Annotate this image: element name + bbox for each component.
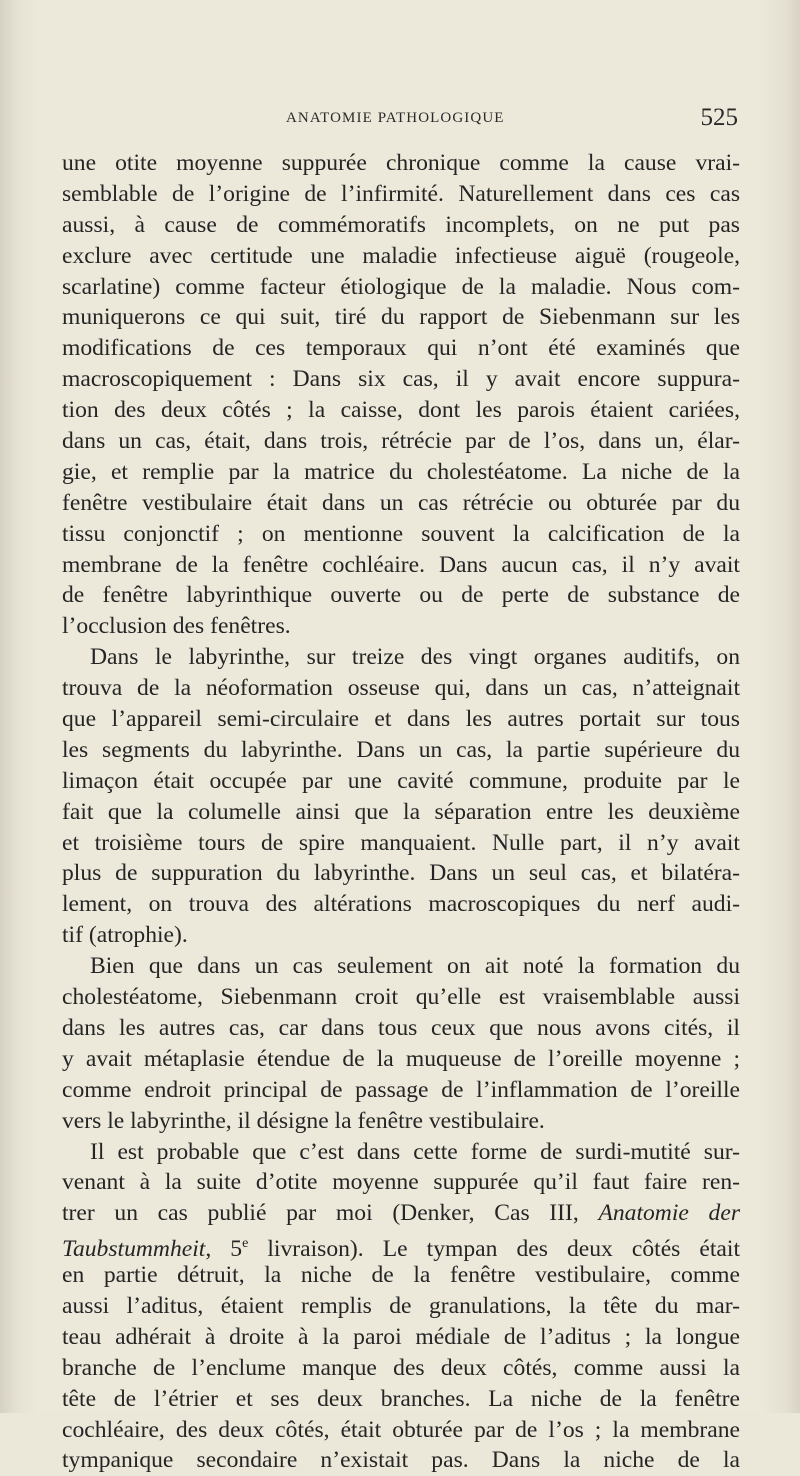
- text-line: exclure avec certitude une maladie infectieuse aiguë (rougeole,: [62, 242, 740, 269]
- text-line: vers le labyrinthe, il désigne la fenêtre vestibulaire.: [62, 1107, 545, 1134]
- text-line: aussi l’aditus, étaient remplis de granulations, la tête du mar-: [62, 1292, 740, 1319]
- running-head: ANATOMIE PATHOLOGIQUE: [286, 110, 505, 126]
- book-title-italic: Taubstummheit: [62, 1236, 206, 1263]
- text-line: dans un cas, était, dans trois, rétrécie par de l’os, dans un, élar-: [62, 428, 740, 455]
- text-line: y avait métaplasie étendue de la muqueuse de l’oreille moyenne ;: [62, 1045, 740, 1072]
- text-line: aussi, à cause de commémoratifs incomplets, on ne put pas: [62, 211, 740, 238]
- text-fragment: livraison). Le tympan des deux côtés était: [248, 1236, 741, 1263]
- text-line: une otite moyenne suppurée chronique comme la cause vrai-: [62, 150, 740, 176]
- text-line: [62, 1198, 740, 1229]
- page-number: 525: [700, 104, 738, 131]
- superscript: e: [242, 1236, 249, 1252]
- text-line: membrane de la fenêtre cochléaire. Dans aucun cas, il n’y avait: [62, 551, 740, 578]
- text-line: Bien que dans un cas seulement on ait noté la formation du: [90, 953, 740, 980]
- text-line: [62, 1229, 741, 1263]
- text-line: tif (atrophie).: [62, 922, 188, 949]
- page-header: [62, 104, 738, 134]
- text-line: venant à la suite d’otite moyenne suppurée qu’il faut faire ren-: [62, 1169, 740, 1196]
- body-text: [62, 148, 740, 1476]
- text-line: plus de suppuration du labyrinthe. Dans un seul cas, et bilatéra-: [62, 860, 740, 887]
- text-line: tion des deux côtés ; la caisse, dont les parois étaient cariées,: [62, 397, 740, 424]
- text-line: fenêtre vestibulaire était dans un cas rétrécie ou obturée par du: [62, 489, 740, 516]
- book-title-italic: Anatomie der: [598, 1200, 741, 1227]
- text-line: comme endroit principal de passage de l’inflammation de l’oreille: [62, 1076, 740, 1103]
- text-line: tête de l’étrier et ses deux branches. La niche de la fenêtre: [62, 1385, 740, 1412]
- text-line: fait que la columelle ainsi que la séparation entre les deuxième: [62, 798, 740, 825]
- text-line: branche de l’enclume manque des deux côtés, comme aussi la: [62, 1354, 740, 1381]
- text-line: scarlatine) comme facteur étiologique de la maladie. Nous com-: [62, 273, 740, 300]
- text-line: gie, et remplie par la matrice du cholestéatome. La niche de la: [62, 458, 740, 485]
- text-line: les segments du labyrinthe. Dans un cas, la partie supérieure du: [62, 736, 740, 763]
- text-fragment: , 5: [205, 1236, 243, 1263]
- text-line: modifications de ces temporaux qui n’ont été examinés que: [62, 335, 740, 362]
- text-line: cochléaire, des deux côtés, était obturée par de l’os ; la membrane: [62, 1416, 740, 1443]
- text-line: cholestéatome, Siebenmann croit qu’elle est vraisemblable aussi: [62, 984, 740, 1011]
- text-line: l’occlusion des fenêtres.: [62, 613, 291, 640]
- text-line: semblable de l’origine de l’infirmité. Naturellement dans ces cas: [62, 180, 740, 207]
- text-line: que l’appareil semi-circulaire et dans les autres portait sur tous: [62, 706, 740, 733]
- text-line: tympanique secondaire n’existait pas. Dans la niche de la: [62, 1447, 740, 1474]
- text-line: trouva de la néoformation osseuse qui, dans un cas, n’atteignait: [62, 675, 740, 702]
- text-line: et troisième tours de spire manquaient. Nulle part, il n’y avait: [62, 829, 740, 856]
- text-line: Il est probable que c’est dans cette forme de surdi-mutité sur-: [90, 1138, 740, 1165]
- text-line: macroscopiquement : Dans six cas, il y avait encore suppura-: [62, 366, 740, 393]
- text-line: de fenêtre labyrinthique ouverte ou de perte de substance de: [62, 582, 740, 609]
- text-line: en partie détruit, la niche de la fenêtre vestibulaire, comme: [62, 1262, 740, 1289]
- text-line: Dans le labyrinthe, sur treize des vingt organes auditifs, on: [90, 644, 740, 671]
- text-line: muniquerons ce qui suit, tiré du rapport de Siebenmann sur les: [62, 304, 740, 331]
- text-line: lement, on trouva des altérations macroscopiques du nerf audi-: [62, 891, 740, 918]
- text-line: dans les autres cas, car dans tous ceux que nous avons cités, il: [62, 1014, 740, 1041]
- text-line: limaçon était occupée par une cavité commune, produite par le: [62, 767, 740, 794]
- text-line: teau adhérait à droite à la paroi médiale de l’aditus ; la longue: [62, 1323, 740, 1350]
- text-fragment: trer un cas publié par moi (Denker, Cas III,: [62, 1200, 599, 1227]
- text-line: tissu conjonctif ; on mentionne souvent la calcification de la: [62, 520, 740, 547]
